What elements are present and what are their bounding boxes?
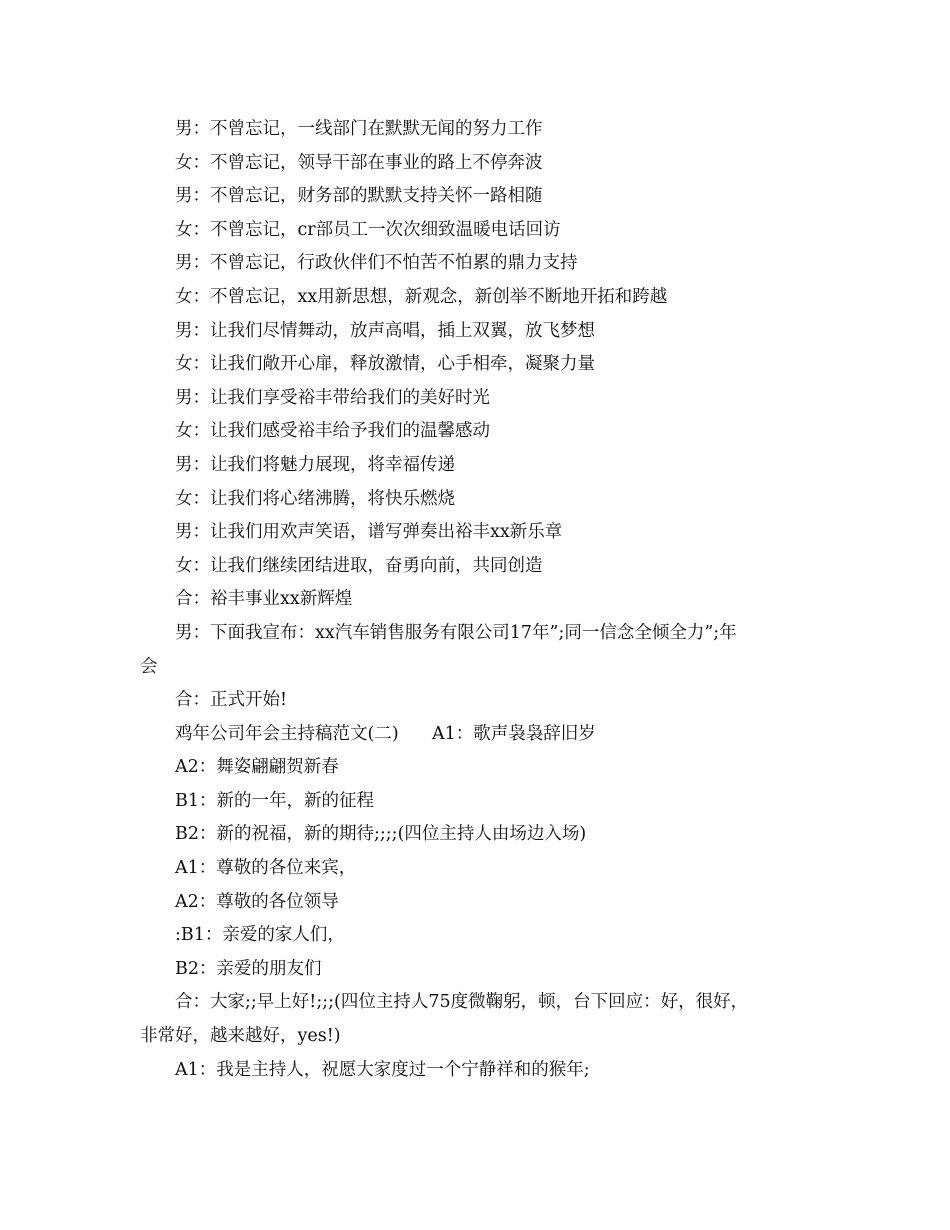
text-line: 男：让我们享受裕丰带给我们的美好时光 — [175, 387, 490, 408]
text-line: 女：不曾忘记，cr部员工一次次细致温暖电话回访 — [175, 219, 561, 240]
text-line: 男：不曾忘记，一线部门在默默无闻的努力工作 — [175, 119, 543, 139]
text-line: 合：正式开始! — [175, 690, 288, 711]
text-line: A2：尊敬的各位领导 — [175, 891, 339, 912]
section-title-line: 鸡年公司年会主持稿范文(二) A1：歌声袅袅辞旧岁 — [175, 723, 596, 744]
text-line: 女：让我们继续团结进取，奋勇向前，共同创造 — [175, 555, 543, 576]
text-line: 女：不曾忘记，xx用新思想，新观念，新创举不断地开拓和跨越 — [175, 286, 668, 307]
text-line: 男：下面我宣布：xx汽车销售服务有限公司17年”;同一信念全倾全力”;年 — [175, 622, 737, 643]
text-line: B2：新的祝福，新的期待;;;;(四位主持人由场边入场) — [175, 824, 587, 845]
text-line: 女：不曾忘记，领导干部在事业的路上不停奔波 — [175, 152, 543, 173]
text-line: 男：让我们将魅力展现，将幸福传递 — [175, 454, 455, 475]
text-line-continuation: 非常好，越来越好，yes!) — [140, 1026, 341, 1047]
text-line: 合：裕丰事业xx新辉煌 — [175, 589, 353, 610]
text-line: 女：让我们感受裕丰给予我们的温馨感动 — [175, 421, 490, 442]
text-line: A2：舞姿翩翩贺新春 — [175, 757, 339, 778]
text-line: 男：不曾忘记，财务部的默默支持关怀一路相随 — [175, 186, 543, 207]
text-line: B2：亲爱的朋友们 — [175, 958, 322, 979]
text-line: 男：让我们尽情舞动，放声高唱，插上双翼，放飞梦想 — [175, 320, 595, 341]
text-line: 女：让我们敞开心扉，释放激情，心手相牵，凝聚力量 — [175, 354, 595, 375]
text-line: 合：大家;;早上好!;;;(四位主持人75度微鞠躬，顿，台下回应：好，很好， — [175, 992, 749, 1013]
text-line: 女：让我们将心绪沸腾，将快乐燃烧 — [175, 488, 455, 509]
text-line: B1：新的一年，新的征程 — [175, 790, 374, 811]
text-line: 男：让我们用欢声笑语，谱写弹奏出裕丰xx新乐章 — [175, 522, 563, 543]
text-line: A1：我是主持人，祝愿大家度过一个宁静祥和的猴年; — [175, 1059, 590, 1080]
text-line: 男：不曾忘记，行政伙伴们不怕苦不怕累的鼎力支持 — [175, 253, 578, 274]
text-line: :B1：亲爱的家人们， — [175, 925, 345, 946]
text-line: A1：尊敬的各位来宾， — [175, 858, 357, 879]
document-body — [140, 113, 820, 1087]
text-line-continuation: 会 — [140, 656, 158, 677]
